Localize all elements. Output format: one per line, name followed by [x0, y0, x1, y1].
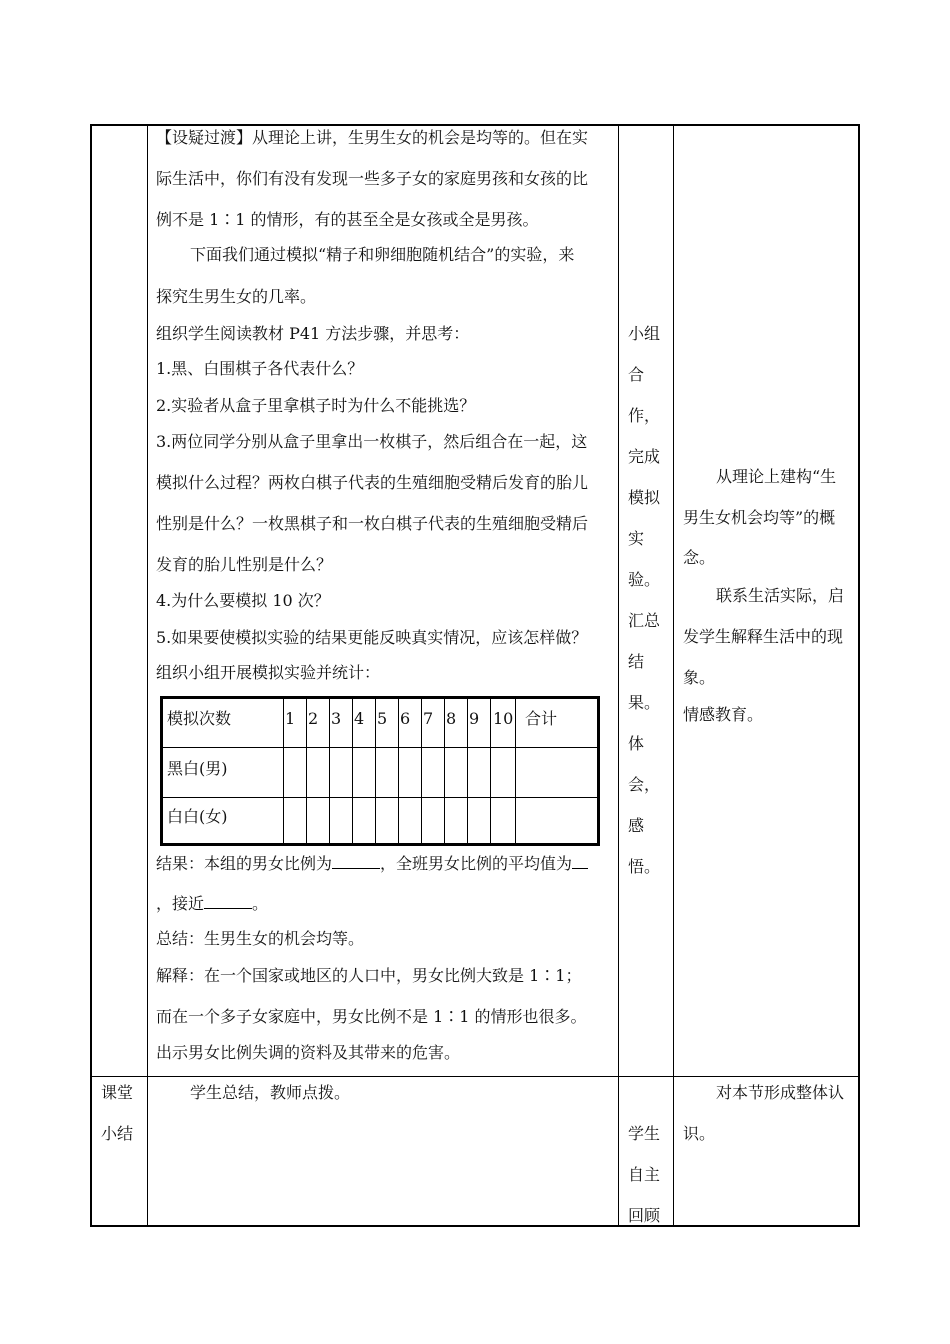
table-col-divider	[329, 699, 330, 843]
student-activity-text: 果。	[628, 693, 661, 712]
table-header-cell: 9	[469, 709, 480, 728]
main-line-2: 际生活中，你们有没有发现一些多子女的家庭男孩和女孩的比	[156, 169, 589, 188]
table-header-cell: 4	[354, 709, 365, 728]
intent-line-1: 从理论上建构“生	[716, 467, 837, 486]
statistics-table	[160, 696, 600, 846]
table-header-cell: 8	[446, 709, 457, 728]
main-line-7: 1.黑、白围棋子各代表什么？	[156, 359, 364, 378]
student-activity-text: 悟。	[628, 857, 661, 876]
student-activity-text: 模拟	[628, 488, 661, 507]
main-line-12: 发育的胎儿性别是什么？	[156, 555, 333, 574]
student-activity-text: 完成	[628, 447, 661, 466]
explain-line-3: 出示男女比例失调的资料及其带来的危害。	[156, 1043, 461, 1062]
summary-student-2: 自主	[628, 1165, 661, 1184]
table-col-divider	[421, 699, 422, 843]
summary-label-2: 小结	[101, 1124, 134, 1143]
explain-line-2: 而在一个多子女家庭中，男女比例不是 1∶1 的情形也很多。	[156, 1007, 587, 1026]
main-line-10: 模拟什么过程？两枚白棋子代表的生殖细胞受精后发育的胎儿	[156, 473, 589, 492]
summary-intent-2: 识。	[683, 1124, 716, 1143]
student-activity-text: 体	[628, 734, 645, 753]
table-row-divider	[163, 747, 597, 748]
student-activity-text: 会，	[628, 775, 661, 794]
main-line-6: 组织学生阅读教材 P41 方法步骤，并思考：	[156, 324, 470, 343]
intent-line-6: 象。	[683, 668, 716, 687]
table-col-divider	[283, 699, 284, 843]
summary-line: 总结：生男生女的机会均等。	[156, 929, 365, 948]
student-activity-text: 合	[628, 365, 645, 384]
main-line-4: 下面我们通过模拟“精子和卵细胞随机结合”的实验，来	[190, 245, 575, 264]
student-activity-text: 汇总	[628, 611, 661, 630]
result-text-4: 。	[252, 894, 269, 913]
summary-student-3: 回顾	[628, 1206, 661, 1225]
student-activity-text: 实	[628, 529, 645, 548]
column-divider-2	[618, 124, 619, 1227]
main-line-14: 5.如果要使模拟实验的结果更能反映真实情况，应该怎样做？	[156, 628, 588, 647]
intent-line-2: 男生女机会均等”的概	[683, 508, 836, 527]
fill-blank	[572, 852, 588, 869]
table-header-cell: 1	[285, 709, 296, 728]
main-line-13: 4.为什么要模拟 10 次？	[156, 591, 330, 610]
table-header-cell: 6	[400, 709, 411, 728]
column-divider-3	[673, 124, 674, 1227]
table-header-cell: 3	[331, 709, 342, 728]
table-header-cell: 10	[493, 709, 514, 728]
result-line	[156, 852, 588, 874]
result-text-2: ，全班男女比例的平均值为	[380, 854, 573, 873]
table-header-cell: 7	[423, 709, 434, 728]
table-header-label: 模拟次数	[167, 709, 232, 728]
main-line-11: 性别是什么？一枚黑棋子和一枚白棋子代表的生殖细胞受精后	[156, 514, 589, 533]
student-activity	[628, 324, 668, 898]
table-col-divider	[352, 699, 353, 843]
table-header-cell: 5	[377, 709, 388, 728]
intent-line-7: 情感教育。	[683, 705, 764, 724]
table-row-divider	[163, 797, 597, 798]
intent-line-4: 联系生活实际，启	[716, 586, 845, 605]
main-line-3: 例不是 1∶1 的情形，有的甚至全是女孩或全是男孩。	[156, 210, 539, 229]
row-divider	[90, 1076, 860, 1077]
fill-blank	[332, 852, 380, 869]
intent-line-5: 发学生解释生活中的现	[683, 627, 844, 646]
explain-line-1: 解释：在一个国家或地区的人口中，男女比例大致是 1∶1；	[156, 966, 582, 985]
main-line-15: 组织小组开展模拟实验并统计：	[156, 663, 381, 682]
column-divider-1	[147, 124, 148, 1227]
table-header-total: 合计	[525, 709, 558, 728]
table-col-divider	[306, 699, 307, 843]
student-activity-text: 小组	[628, 324, 661, 343]
student-activity-text: 结	[628, 652, 645, 671]
summary-main-text: 学生总结，教师点拨。	[190, 1083, 351, 1102]
fill-blank	[204, 892, 252, 909]
table-col-divider	[490, 699, 491, 843]
result-line-2	[156, 892, 268, 914]
table-col-divider	[444, 699, 445, 843]
intent-line-3: 念。	[683, 548, 716, 567]
table-col-divider	[398, 699, 399, 843]
table-col-divider	[515, 699, 516, 843]
student-activity-text: 感	[628, 816, 645, 835]
table-col-divider	[467, 699, 468, 843]
summary-student-1: 学生	[628, 1124, 661, 1143]
table-row-label-male: 黑白(男)	[167, 759, 228, 778]
main-line-5: 探究生男生女的几率。	[156, 287, 317, 306]
student-activity-text: 验。	[628, 570, 661, 589]
table-row-label-female: 白白(女)	[167, 807, 228, 826]
result-text-3: ，接近	[156, 894, 205, 913]
summary-label-1: 课堂	[101, 1083, 134, 1102]
main-line-8: 2.实验者从盒子里拿棋子时为什么不能挑选？	[156, 396, 476, 415]
main-line-9: 3.两位同学分别从盒子里拿出一枚棋子，然后组合在一起，这	[156, 432, 588, 451]
main-line-1: 【设疑过渡】从理论上讲，生男生女的机会是均等的。但在实	[156, 128, 589, 147]
result-text-1: 结果：本组的男女比例为	[156, 854, 333, 873]
summary-intent-1: 对本节形成整体认	[716, 1083, 845, 1102]
table-header-cell: 2	[308, 709, 319, 728]
student-activity-text: 作，	[628, 406, 661, 425]
table-col-divider	[375, 699, 376, 843]
